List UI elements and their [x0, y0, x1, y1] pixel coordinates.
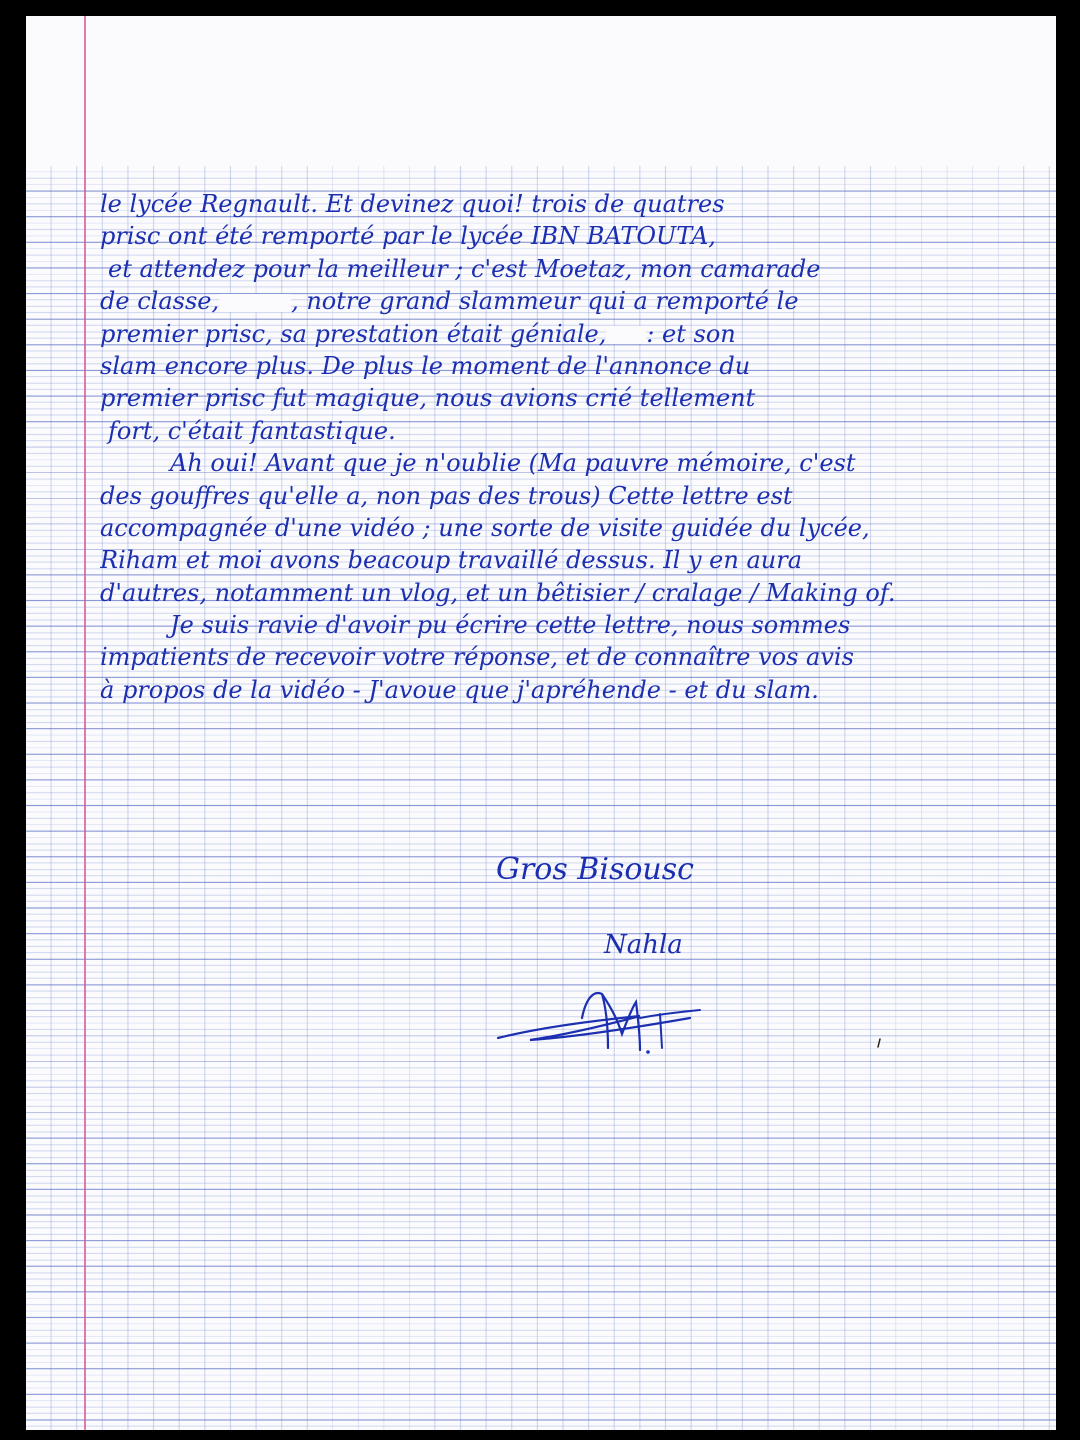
closing-farewell: Gros Bisousc [496, 852, 694, 887]
letter-line: slam encore plus. De plus le moment de l'annonce du [100, 351, 751, 380]
letter-line: des gouffres qu'elle a, non pas des trous) Cette lettre est [100, 481, 793, 510]
page-blank-header [26, 16, 1056, 166]
redaction [219, 294, 291, 312]
letter-line: d'autres, notamment un vlog, et un bêtisier / cralage / Making of. [100, 578, 896, 607]
letter-body [100, 188, 1000, 706]
letter-line [100, 285, 1000, 317]
letter-fragment: , notre grand slammeur qui a remporté le [291, 287, 799, 316]
letter-fragment: de classe, [100, 287, 220, 316]
letter-line: à propos de la vidéo - J'avoue que j'apréhende - et du slam. [100, 675, 819, 704]
letter-line: Riham et moi avons beacoup travaillé dessus. Il y en aura [100, 546, 803, 575]
letter-line: Je suis ravie d'avoir pu écrire cette lettre, nous sommes [170, 611, 851, 640]
author-name: Nahla [604, 930, 683, 960]
letter-line: premier prisc fut magique, nous avions crié tellement [100, 384, 756, 413]
letter-line: prisc ont été remporté par le lycée IBN BATOUTA, [100, 222, 716, 251]
margin-line [84, 16, 86, 1430]
redaction [606, 326, 646, 344]
letter-line [100, 318, 1000, 350]
letter-line: et attendez pour la meilleur ; c'est Moetaz, mon camarade [108, 254, 821, 283]
letter-line: le lycée Regnault. Et devinez quoi! trois de quatres [100, 190, 725, 218]
signature-mark [490, 978, 710, 1068]
letter-line: Ah oui! Avant que je n'oublie (Ma pauvre mémoire, c'est [170, 449, 856, 478]
letter-line: fort, c'était fantastique. [108, 416, 396, 445]
letter-fragment: premier prisc, sa prestation était géniale, [100, 319, 607, 348]
letter-line: accompagnée d'une vidéo ; une sorte de visite guidée du lycée, [100, 513, 870, 542]
letter-fragment: : et son [646, 319, 736, 348]
letter-line: impatients de recevoir votre réponse, et de connaître vos avis [100, 643, 854, 672]
stray-pen-mark [876, 1038, 882, 1048]
